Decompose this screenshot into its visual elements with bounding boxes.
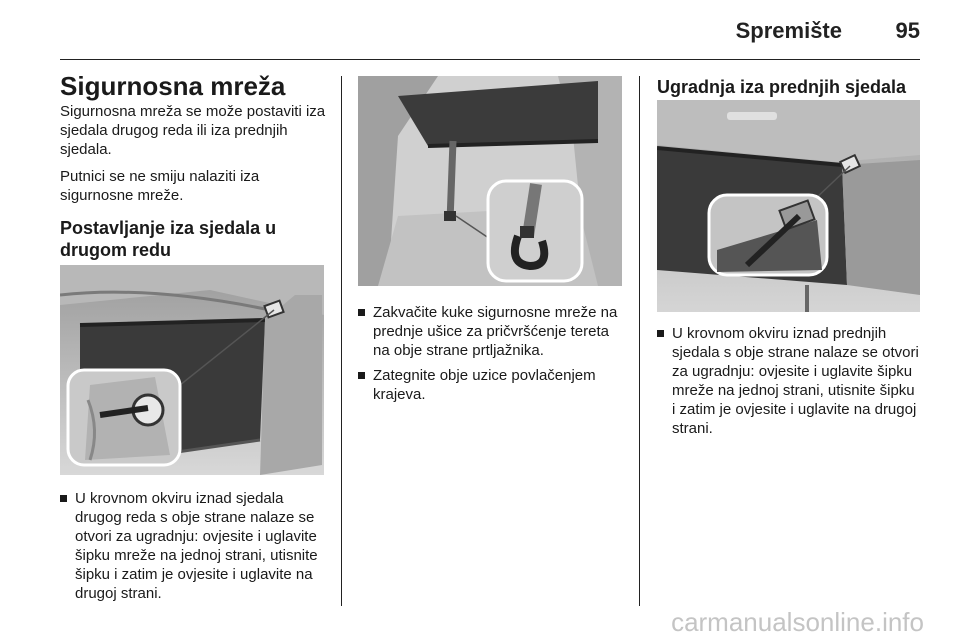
intro-paragraph-1: Sigurnosna mreža se može postaviti iza sjedala drugog reda ili iza prednjih sjedala. (60, 103, 326, 158)
bullet-item (358, 366, 622, 404)
page-number: 95 (895, 18, 920, 43)
hook-illustration (358, 76, 622, 286)
bullet-text: Zakvačite kuke sigurnosne mreže na prednje ušice za pričvršćenje tereta na obje strane prtljažnika. (373, 304, 618, 359)
bullet-square-icon (60, 495, 67, 502)
subsection-title: Ugradnja iza prednjih sjedala (657, 77, 907, 97)
bullet-text: Zategnite obje uzice povlačenjem krajeva. (373, 367, 596, 403)
column-2 (358, 76, 622, 404)
net-rear-illustration (60, 265, 324, 475)
column-3 (657, 76, 920, 438)
column-divider-2 (639, 76, 640, 606)
bullet-item (358, 303, 622, 360)
bullet-text: U krovnom okviru iznad prednjih sjedala s obje strane nalaze se otvori za ugradnju: ovjesite i uglavite šipku mreže na jednoj strani, utisnite šipku i zatim je ovjesite i uglavite na drugoj strani. (672, 325, 919, 437)
section-title: Sigurnosna mreža (60, 71, 286, 101)
watermark: carmanualsonline.info (671, 607, 924, 637)
bullet-text: U krovnom okviru iznad sjedala drugog reda s obje strane nalaze se otvori za ugradnju: ovjesite i uglavite šipku mreže na jednoj strani, utisnite šipku i zatim je ovjesite i uglavite na drugoj strani. (75, 490, 318, 602)
bullet-item (60, 489, 326, 603)
column-1 (60, 72, 326, 603)
subsection-title: Postavljanje iza sjedala u drugom redu (60, 218, 277, 260)
header-title: Spremište (735, 18, 842, 43)
front-net-illustration (657, 100, 920, 312)
bullet-item (657, 324, 920, 438)
header-rule (60, 59, 920, 60)
column-divider-1 (341, 76, 342, 606)
bullet-square-icon (358, 309, 365, 316)
bullet-square-icon (657, 330, 664, 337)
bullet-square-icon (358, 372, 365, 379)
intro-paragraph-2: Putnici se ne smiju nalaziti iza sigurnosne mreže. (60, 168, 260, 204)
